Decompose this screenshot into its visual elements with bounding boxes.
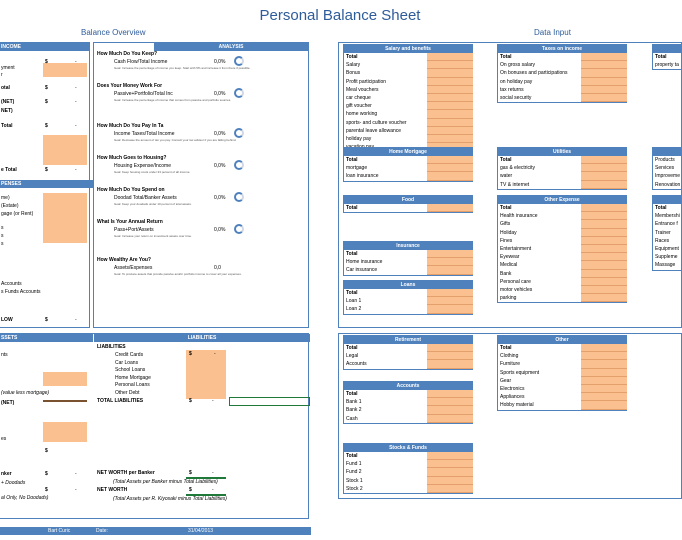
value: - [214,351,216,357]
input-cell[interactable] [427,135,473,143]
table-row-label: Total [346,54,358,60]
table-row-label: motor vehicles [500,286,533,293]
table-row-label: Eyewear [500,254,520,261]
progress-ring-icon [234,224,244,234]
table-row-label: parental leave allowance [346,127,402,134]
input-cell[interactable] [427,110,473,118]
table-row-label: Bonus [346,70,361,77]
analysis-question: How Wealthy Are You? [97,257,151,263]
input-cell[interactable] [427,156,473,164]
income-row: Total [1,123,13,129]
analysis-value: 0,0% [214,59,226,65]
table-row-label: Loan 2 [346,306,362,313]
table-right-top [652,44,682,70]
table-value-column[interactable] [581,53,627,102]
asset-note: (value less mortgage) [1,390,50,396]
net-worth-note: (Total Assets per R. Kiyosaki minus Total Liabilities) [113,496,227,502]
table-value-column[interactable] [427,289,473,314]
analysis-question: Does Your Money Work For [97,83,163,89]
table-row-label: Stock 1 [346,477,363,484]
table-salary [343,44,473,152]
table-row-label: Loan 1 [346,298,362,305]
table-row-label: Bank 2 [346,407,362,414]
table-row-label: loan insurance [346,173,379,180]
input-cell[interactable] [581,385,627,393]
table-row-label: Home insurance [346,259,383,266]
table-row-label: Improveme [655,173,681,180]
table-stocks [343,443,473,494]
table-other-expense [497,195,627,303]
net-worth-banker-note: (Total Assets per Banker minus Total Liabilities) [113,479,218,485]
input-cell[interactable] [427,119,473,127]
income-input-block[interactable] [43,63,87,77]
analysis-formula: Assets/Expenses [114,265,153,271]
table-row-label: Total [346,345,358,351]
analysis-formula: Pass+Port/Assets [114,227,154,233]
input-cell[interactable] [427,61,473,69]
table-row-label: Entrance f [655,221,678,228]
value: - [212,470,214,476]
input-cell[interactable] [581,344,627,352]
net-worth-banker-label: NET WORTH per Banker [97,470,155,476]
table-row-label: car cheque [346,94,371,101]
table-value-column[interactable] [427,344,473,369]
input-cell[interactable] [581,237,627,245]
table-taxes [497,44,627,103]
input-cell[interactable] [427,127,473,135]
input-cell[interactable] [581,69,627,77]
value: - [75,487,77,493]
table-row-label: Massage [655,262,676,269]
input-cell[interactable] [427,390,473,398]
table-row-label: Total [346,157,358,163]
table-other [497,335,627,411]
table-row-label: social security [500,94,532,101]
expense-row: gage (or Rent) [1,211,34,217]
analysis-panel [93,42,309,328]
income-header: INCOME [0,43,89,51]
table-title: Stocks & Funds [344,444,472,452]
input-cell[interactable] [581,172,627,180]
table-row-label: Bank 1 [346,399,362,406]
table-row-label: tax returns [500,86,524,93]
asset-input-block-2[interactable] [43,422,87,442]
progress-ring-icon [234,160,244,170]
table-utilities [497,147,627,190]
table-row-label: Total [346,290,358,296]
input-cell[interactable] [427,258,473,266]
footer-bar [0,527,311,535]
value: - [212,487,214,493]
footer-date-label: Date: [96,528,108,534]
input-cell[interactable] [581,181,627,189]
analysis-formula: Passive+Portfolio/Total Inc [114,91,173,97]
dollar: $ [45,99,48,105]
expense-row: me) [1,195,10,201]
analysis-note: Goal: Keep your doodads under 10 percent of total assets. [114,202,192,206]
assets-header: SSETS [0,334,93,342]
asset-row: (NET) [1,400,15,406]
income-row: otal [1,85,10,91]
input-cell[interactable] [427,102,473,110]
table-title: Other Expense [498,196,626,204]
table-row-label: Health insurance [500,213,538,220]
table-row-label: Fund 1 [346,461,362,468]
income-row: r [1,72,3,78]
input-cell[interactable] [427,172,473,180]
table-title: Accounts [344,382,472,390]
input-cell[interactable] [427,398,473,406]
table-title [653,148,681,156]
table-row-label: Total [346,391,358,397]
asset-underline [43,400,87,402]
input-cell[interactable] [581,245,627,253]
table-title [653,45,681,53]
liability-row: Personal Loans [115,382,150,388]
dollar: $ [45,317,48,323]
liability-row: Car Loans [115,359,139,366]
value: - [75,85,77,91]
asset-total-note: + Doodads [1,480,26,486]
table-row-label: gift voucher [346,103,372,110]
value: - [75,123,77,129]
table-row-label: Suppleme [655,254,678,261]
analysis-value: 0,0 [214,265,221,271]
input-cell[interactable] [427,468,473,476]
asset-footer: al Only, No Doodads) [1,495,49,501]
dollar: $ [45,471,48,477]
table-row-label: Legal [346,353,359,360]
input-cell[interactable] [581,86,627,94]
table-title: Retirement [344,336,472,344]
value: - [212,398,214,404]
input-cell[interactable] [427,204,473,212]
input-cell[interactable] [581,377,627,385]
value: - [75,167,77,173]
dollar: $ [189,487,192,493]
analysis-formula: Cash Flow/Total Income [114,59,168,65]
footer-date: 31/04/2013 [188,528,214,534]
table-value-column[interactable] [427,452,473,493]
table-title: Utilities [498,148,626,156]
table-row-label: holiday pay [346,135,372,142]
input-cell[interactable] [427,406,473,414]
input-cell[interactable] [427,69,473,77]
input-cell[interactable] [427,344,473,352]
table-row-label: Entertainment [500,245,532,252]
table-row-label: Total [655,205,667,211]
table-row-label: TV & internet [500,181,530,188]
input-cell[interactable] [581,253,627,261]
table-row-label: Trainer [655,229,671,236]
table-row-label: mortgage [346,165,368,172]
analysis-value: 0,0% [214,163,226,169]
table-insurance [343,241,473,276]
input-cell[interactable] [427,452,473,460]
dollar: $ [189,398,192,404]
table-value-column[interactable] [581,204,627,302]
liability-row: Home Mortgage [115,374,151,381]
analysis-question: How Much Do You Keep? [97,51,158,57]
input-cell[interactable] [581,61,627,69]
table-row-label: Fund 2 [346,469,362,476]
expense-row: s Funds Accounts [1,289,41,295]
footer-author: Bart Curic [48,528,71,534]
expense-row: s [1,225,4,231]
table-row-label: Holiday [500,229,517,236]
analysis-formula: Housing Expense/Income [114,163,171,169]
analysis-value: 0,0% [214,131,226,137]
progress-ring-icon [234,88,244,98]
asset-row: nts [1,352,8,358]
analysis-question: How Much Goes to Housing? [97,155,167,161]
liabilities-header: LIABILITIES [94,334,310,342]
table-title [653,196,681,204]
table-title: Salary and benefits [344,45,472,53]
income-row: e Total [1,167,17,173]
table-row-label: water [500,173,513,180]
table-title: Loans [344,281,472,289]
analysis-formula: Doodad Total/Banker Assets [114,195,177,201]
analysis-header: ANALYSIS [154,43,308,51]
table-row-label: gas & electricity [500,165,536,172]
expense-row: (Estate) [1,203,19,209]
value: - [75,59,77,65]
table-row-label: Total [500,54,512,60]
liability-row: Other Debt [115,389,140,396]
table-row-label: Products [655,157,675,163]
asset-total-label: nker [1,471,12,477]
analysis-note: Goal: Increase the percentage of income you keep. Start with 5% and increase it from there if possible. [114,66,251,70]
input-cell[interactable] [427,485,473,493]
expense-row: s [1,233,4,239]
table-row-label: Gifts [500,221,511,228]
table-row-label: On gross salary [500,62,536,69]
expense-row: Accounts [1,281,22,287]
income-row: yment [1,65,15,71]
table-row-label: Total [346,205,358,211]
input-cell[interactable] [581,261,627,269]
table-row-label: home working [346,111,378,118]
value: - [75,471,77,477]
input-cell[interactable] [581,286,627,294]
table-row-label: Bank [500,270,512,277]
input-cell[interactable] [581,156,627,164]
analysis-question: How Much Do You Spend on [97,187,165,193]
input-cell[interactable] [427,86,473,94]
table-row-label: Total [500,157,512,163]
input-cell[interactable] [581,360,627,368]
input-cell[interactable] [427,250,473,258]
table-row-label: Appliances [500,394,525,401]
table-title: Food [344,196,472,204]
table-row-label: Renovation [655,181,681,188]
table-value-column[interactable] [427,204,473,212]
table-row-label: Total [346,251,358,257]
input-cell[interactable] [427,289,473,297]
analysis-formula: Income Taxes/Total Income [114,131,175,137]
table-row-label: Hobby material [500,402,534,409]
table-value-column[interactable] [581,156,627,189]
dollar: $ [189,470,192,476]
table-loans [343,280,473,315]
liability-row: Credit Cards [115,352,144,358]
dollar: $ [45,487,48,493]
table-row-label: Gear [500,377,512,384]
table-value-column[interactable] [427,156,473,181]
liabilities-input-block[interactable] [186,350,226,399]
table-food [343,195,473,213]
dollar: $ [45,448,48,454]
input-cell[interactable] [427,477,473,485]
input-cell[interactable] [427,94,473,102]
table-row-label: Cash [346,415,358,422]
table-title: Other [498,336,626,344]
table-value-column[interactable] [427,53,473,151]
table-row-label: Fines [500,237,513,244]
total-liabilities-label: TOTAL LIABILITIES [97,398,144,404]
input-cell[interactable] [581,229,627,237]
net-worth-label: NET WORTH [97,487,128,493]
input-cell[interactable] [581,220,627,228]
dollar: $ [189,351,192,357]
analysis-value: 0,0% [214,227,226,233]
input-cell[interactable] [427,352,473,360]
table-row-label: Services [655,165,675,172]
table-row-label: Accounts [346,361,367,368]
dollar: $ [45,85,48,91]
table-value-column[interactable] [581,344,627,410]
dollar: $ [45,167,48,173]
input-cell[interactable] [427,297,473,305]
asset-input-block[interactable] [43,372,87,386]
progress-ring-icon [234,128,244,138]
table-home-mortgage [343,147,473,182]
table-row-label: on holiday pay [500,78,533,85]
balance-overview-heading: Balance Overview [81,28,146,37]
table-accounts [343,381,473,424]
table-row-label: property ta [655,62,679,69]
value: - [75,317,77,323]
table-row-label: Membershi [655,213,680,220]
table-title: Home Mortgage [344,148,472,156]
input-cell[interactable] [427,164,473,172]
table-row-label: Clothing [500,353,519,360]
table-row-label: Meal vouchers [346,86,379,93]
input-cell[interactable] [581,393,627,401]
table-row-label: On bonuses and participations [500,70,568,77]
expense-row: s [1,241,4,247]
page-title: Personal Balance Sheet [259,7,421,24]
dollar: $ [45,59,48,65]
expenses-input-block[interactable] [43,193,87,243]
input-cell[interactable] [581,278,627,286]
input-cell[interactable] [427,360,473,368]
liability-row: School Loans [115,367,146,373]
income-expenses-panel [0,42,90,328]
assets-liabilities-panel [0,333,309,519]
table-row-label: sports- and culture voucher [346,119,407,126]
input-cell[interactable] [581,53,627,61]
data-input-heading: Data Input [534,28,571,37]
table-title: Insurance [344,242,472,250]
table-title: Taxes on income [498,45,626,53]
table-row-label: Car insurance [346,267,378,274]
table-row-label: Stock 2 [346,485,363,492]
table-value-column[interactable] [427,250,473,275]
analysis-note: Goal: Increase your return on investment assets over time. [114,234,192,238]
income-input-block-2[interactable] [43,135,87,165]
table-row-label: Equipment [655,245,679,252]
analysis-question: What Is Your Annual Return [97,219,163,225]
asset-row: es [1,436,7,442]
analysis-note: Goal: Keep housing costs under 33 percent of all income. [114,170,191,174]
input-cell[interactable] [427,266,473,274]
table-row-label: Personal care [500,278,531,285]
input-cell[interactable] [581,369,627,377]
liabilities-group: LIABILITIES [97,344,126,350]
input-cell[interactable] [581,294,627,302]
table-row-label: parking [500,295,517,302]
table-row-label: Sports equipment [500,369,540,376]
input-cell[interactable] [427,78,473,86]
progress-ring-icon [234,56,244,66]
table-right-low [652,195,682,271]
progress-ring-icon [234,192,244,202]
input-cell[interactable] [581,164,627,172]
dollar: $ [45,123,48,129]
analysis-note: Goal: Decrease the amount of tax you pay. Consult your tax advisor if you are falling behind. [114,138,237,142]
value: - [75,99,77,105]
table-row-label: Total [500,345,512,351]
table-row-label: Profit participation [346,78,387,85]
table-value-column[interactable] [427,390,473,423]
income-row: NET) [1,108,13,114]
input-cell[interactable] [427,53,473,61]
selected-cell[interactable] [229,397,310,406]
table-row-label: Total [500,205,512,211]
table-retirement [343,335,473,370]
input-cell[interactable] [581,78,627,86]
income-row: (NET) [1,99,15,105]
analysis-value: 0,0% [214,195,226,201]
input-cell[interactable] [581,212,627,220]
table-row-label: Electronics [500,385,525,392]
input-cell[interactable] [581,352,627,360]
table-row-label: Medical [500,262,518,269]
table-row-label: Salary [346,62,361,69]
analysis-note: Goal: To produce assets that provide passive and/or portfolio income to cover all your expenses. [114,272,242,276]
input-cell[interactable] [581,94,627,102]
table-row-label: Furniture [500,361,521,368]
cash-flow-label: LOW [1,317,13,323]
input-cell[interactable] [581,401,627,409]
input-cell[interactable] [427,415,473,423]
input-cell[interactable] [427,460,473,468]
input-cell[interactable] [581,204,627,212]
analysis-note: Goal: Increase the percentage of income that comes from passive and portfolio sources. [114,98,232,102]
analysis-question: How Much Do You Pay In Ta [97,123,164,129]
table-right-mid [652,147,682,190]
table-row-label: Races [655,237,670,244]
input-cell[interactable] [581,270,627,278]
table-row-label: Total [655,54,667,60]
input-cell[interactable] [427,305,473,313]
table-row-label: Total [346,453,358,459]
analysis-value: 0,0% [214,91,226,97]
expenses-header: PENSES [0,180,93,188]
